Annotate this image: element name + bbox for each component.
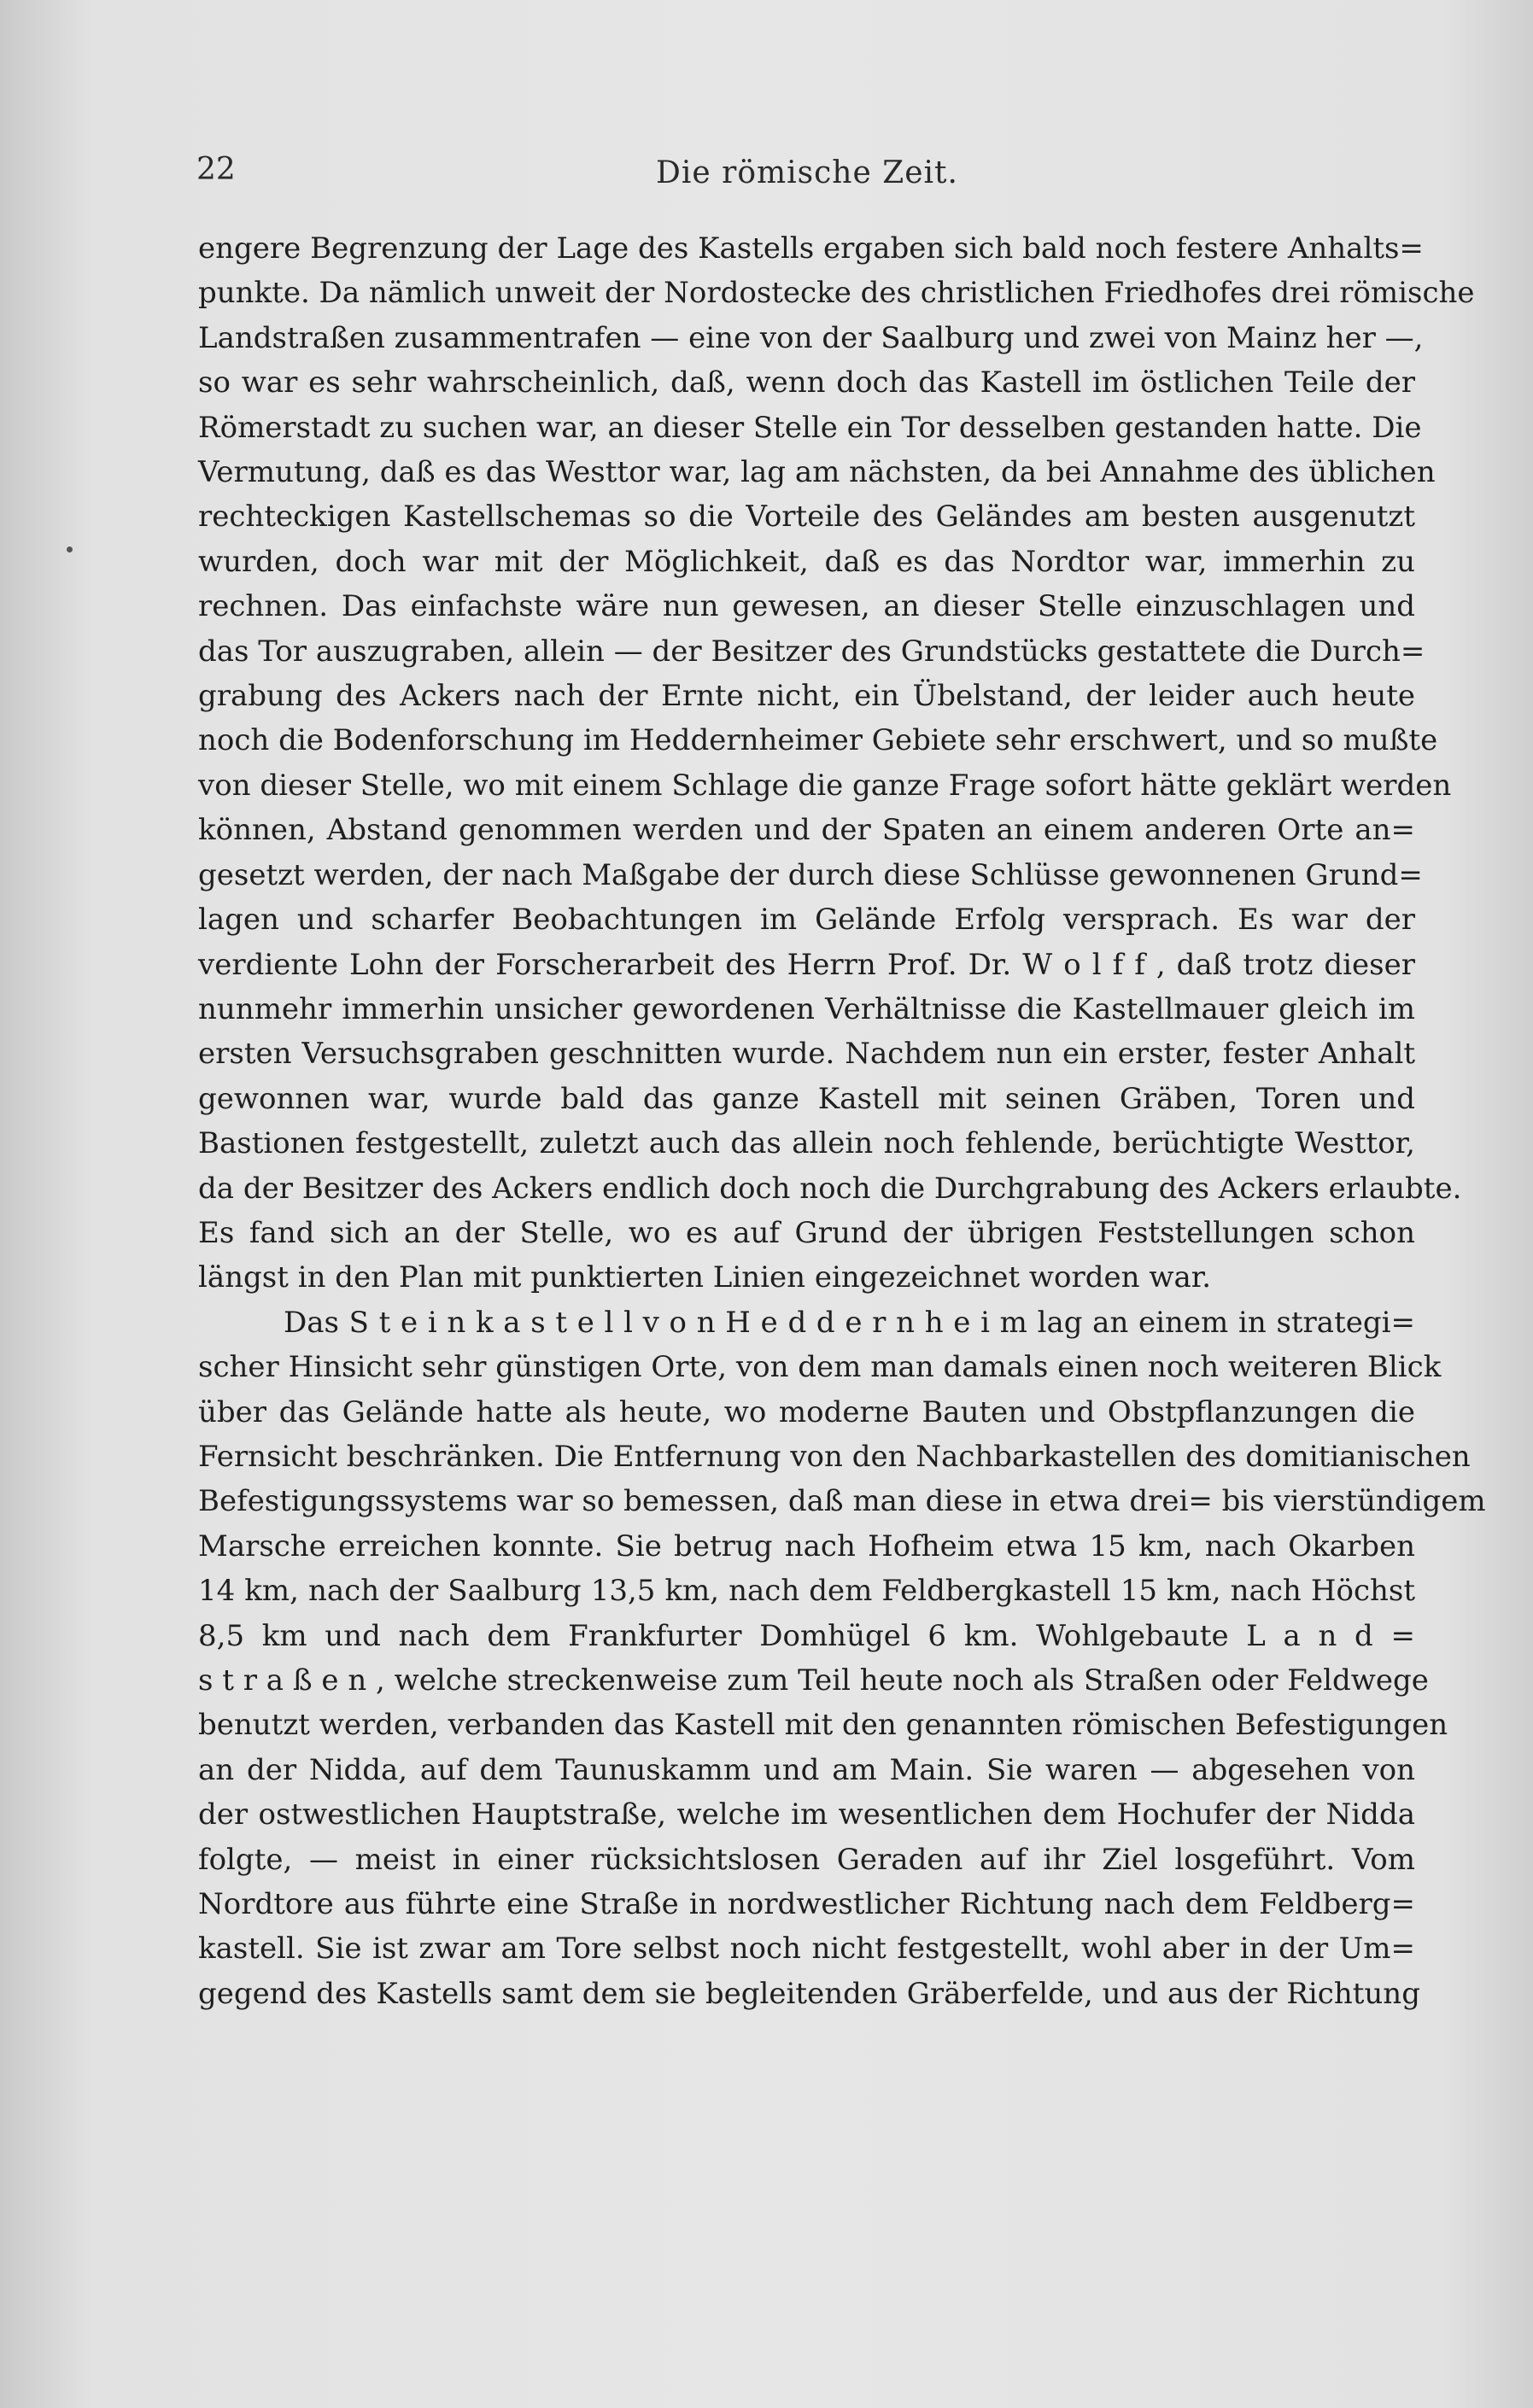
- text-line: Nordtore aus führte eine Straße in nordwestlicher Richtung nach dem Feldberg=: [198, 1887, 1415, 1922]
- text-line: von dieser Stelle, wo mit einem Schlage die ganze Frage sofort hätte geklärt werden: [198, 768, 1452, 803]
- text-line: lagen und scharfer Beobachtungen im Gelände Erfolg versprach. Es war der: [198, 903, 1415, 938]
- text-line: rechteckigen Kastellschemas so die Vorteile des Geländes am besten ausgenutzt: [198, 500, 1415, 535]
- running-head: Die römische Zeit.: [656, 155, 958, 190]
- text-line: über das Gelände hatte als heute, wo moderne Bauten und Obstpflanzungen die: [198, 1394, 1415, 1429]
- text-line: s t r a ß e n , welche streckenweise zum Teil heute noch als Straßen oder Feldwege: [198, 1663, 1429, 1698]
- paragraph-2: [198, 1300, 1486, 2017]
- text-line: Fernsicht beschränken. Die Entfernung von den Nachbarkastellen des domitianischen: [198, 1439, 1471, 1474]
- text-line: gegend des Kastells samt dem sie begleitenden Gräberfelde, und aus der Richtung: [198, 1976, 1420, 2011]
- text-line: an der Nidda, auf dem Taunuskamm und am Main. Sie waren — abgesehen von: [198, 1752, 1415, 1787]
- text-line: rechnen. Das einfachste wäre nun gewesen, an dieser Stelle einzuschlagen und: [198, 589, 1415, 624]
- text-line: längst in den Plan mit punktierten Linien eingezeichnet worden war.: [198, 1260, 1212, 1295]
- text-line: 8,5 km und nach dem Frankfurter Domhügel 6 km. Wohlgebaute L a n d =: [198, 1618, 1415, 1653]
- text-line: grabung des Ackers nach der Ernte nicht, ein Übelstand, der leider auch heute: [198, 679, 1415, 714]
- text-line: nunmehr immerhin unsicher gewordenen Verhältnisse die Kastellmauer gleich im: [198, 991, 1415, 1026]
- text-line: Landstraßen zusammentrafen — eine von der Saalburg und zwei von Mainz her —,: [198, 320, 1424, 355]
- text-line: Das S t e i n k a s t e l l v o n H e d d e r n h e i m lag an einem in strategi=: [284, 1305, 1415, 1340]
- page-header: [196, 152, 1418, 203]
- body-text: [198, 226, 1486, 2016]
- text-line: folgte, — meist in einer rücksichtslosen Geraden auf ihr Ziel losgeführt. Vom: [198, 1842, 1415, 1877]
- text-line: ersten Versuchsgraben geschnitten wurde. Nachdem nun ein erster, fester Anhalt: [198, 1037, 1415, 1072]
- text-line: Es fand sich an der Stelle, wo es auf Grund der übrigen Feststellungen schon: [198, 1215, 1415, 1250]
- text-line: scher Hinsicht sehr günstigen Orte, von dem man damals einen noch weiteren Blick: [198, 1350, 1442, 1385]
- text-line: kastell. Sie ist zwar am Tore selbst noch nicht festgestellt, wohl aber in der Um=: [198, 1932, 1415, 1967]
- text-line: wurden, doch war mit der Möglichkeit, daß es das Nordtor war, immerhin zu: [198, 544, 1415, 579]
- text-line: das Tor auszugraben, allein — der Besitzer des Grundstücks gestattete die Durch=: [198, 634, 1425, 669]
- text-line: verdiente Lohn der Forscherarbeit des Herrn Prof. Dr. W o l f f , daß trotz dieser: [198, 947, 1415, 982]
- text-line: engere Begrenzung der Lage des Kastells ergaben sich bald noch festere Anhalts=: [198, 231, 1424, 266]
- text-line: da der Besitzer des Ackers endlich doch noch die Durchgrabung des Ackers erlaubte.: [198, 1171, 1462, 1206]
- text-line: Befestigungssystems war so bemessen, daß man diese in etwa drei= bis vierstündigem: [198, 1484, 1486, 1519]
- text-line: der ostwestlichen Hauptstraße, welche im wesentlichen dem Hochufer der Nidda: [198, 1797, 1415, 1832]
- text-line: Bastionen festgestellt, zuletzt auch das allein noch fehlende, berüchtigte Westtor,: [198, 1126, 1415, 1161]
- paragraph-1: [198, 226, 1475, 1300]
- page-number: 22: [196, 152, 236, 187]
- text-line: so war es sehr wahrscheinlich, daß, wenn doch das Kastell im östlichen Teile der: [198, 365, 1415, 400]
- text-line: 14 km, nach der Saalburg 13,5 km, nach dem Feldbergkastell 15 km, nach Höchst: [198, 1574, 1415, 1609]
- text-line: gesetzt werden, der nach Maßgabe der durch diese Schlüsse gewonnenen Grund=: [198, 857, 1423, 892]
- text-line: können, Abstand genommen werden und der Spaten an einem anderen Orte an=: [198, 813, 1415, 848]
- print-speck: [67, 546, 73, 552]
- text-line: noch die Bodenforschung im Heddernheimer Gebiete sehr erschwert, und so mußte: [198, 723, 1438, 758]
- text-line: Marsche erreichen konnte. Sie betrug nach Hofheim etwa 15 km, nach Okarben: [198, 1528, 1415, 1563]
- text-line: Römerstadt zu suchen war, an dieser Stelle ein Tor desselben gestanden hatte. Die: [198, 410, 1422, 445]
- text-line: gewonnen war, wurde bald das ganze Kastell mit seinen Gräben, Toren und: [198, 1081, 1415, 1116]
- text-line: Vermutung, daß es das Westtor war, lag am nächsten, da bei Annahme des üblichen: [198, 455, 1436, 490]
- text-line: punkte. Da nämlich unweit der Nordostecke des christlichen Friedhofes drei römische: [198, 276, 1475, 311]
- text-line: benutzt werden, verbanden das Kastell mit den genannten römischen Befestigungen: [198, 1708, 1448, 1743]
